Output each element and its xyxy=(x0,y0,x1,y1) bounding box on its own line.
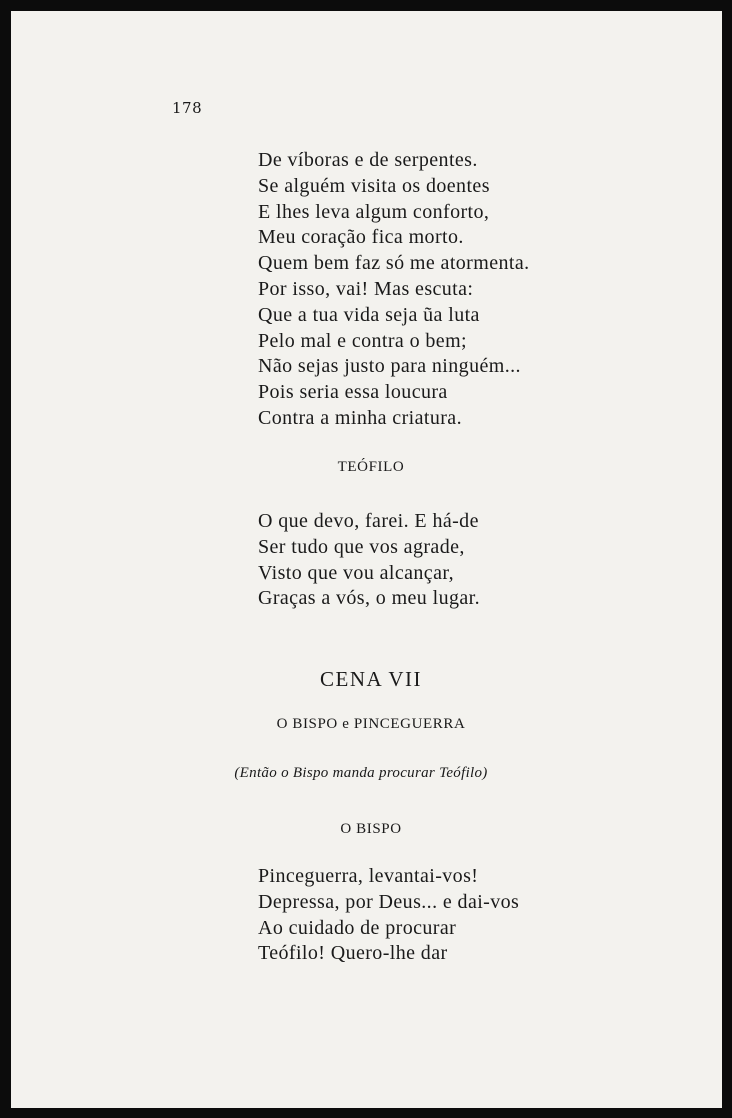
verse-line: Visto que vou alcançar, xyxy=(258,561,455,584)
verse-line: Ao cuidado de procurar xyxy=(258,916,457,939)
verse-line: E lhes leva algum conforto, xyxy=(258,200,490,223)
stage-direction: (Então o Bispo manda procurar Teófilo) xyxy=(234,765,488,781)
verse-line: Depressa, por Deus... e dai-vos xyxy=(258,890,520,913)
verse-line: Contra a minha criatura. xyxy=(258,406,462,429)
verse-line: Pinceguerra, levantai-vos! xyxy=(258,865,479,887)
verse-line: Quem bem faz só me atormenta. xyxy=(258,252,530,275)
verse-line: De víboras e de serpentes. xyxy=(258,149,478,171)
verse-line: Não sejas justo para ninguém... xyxy=(258,355,521,378)
page-number: 178 xyxy=(172,99,203,117)
verse-stanza-3 xyxy=(258,864,519,967)
verse-line: Por isso, vai! Mas escuta: xyxy=(258,277,474,300)
verse-line: Teófilo! Quero-lhe dar xyxy=(258,942,448,965)
verse-stanza-1 xyxy=(258,148,530,432)
verse-line: Graças a vós, o meu lugar. xyxy=(258,587,481,610)
scene-title: CENA VII xyxy=(319,667,423,691)
speaker-name-teofilo: TEÓFILO xyxy=(337,459,405,475)
verse-line: Meu coração fica morto. xyxy=(258,226,464,249)
verse-stanza-2 xyxy=(258,509,480,612)
speaker-name-bispo: O BISPO xyxy=(340,821,402,837)
verse-line: Se alguém visita os doentes xyxy=(258,174,490,197)
verse-line: Pelo mal e contra o bem; xyxy=(258,329,467,352)
verse-line: O que devo, farei. E há-de xyxy=(258,510,479,532)
verse-line: Ser tudo que vos agrade, xyxy=(258,535,465,558)
scene-characters: O BISPO e PINCEGUERRA xyxy=(276,716,466,732)
verse-line: Que a tua vida seja ũa luta xyxy=(258,303,480,326)
verse-line: Pois seria essa loucura xyxy=(258,381,448,404)
book-page xyxy=(11,11,722,1108)
